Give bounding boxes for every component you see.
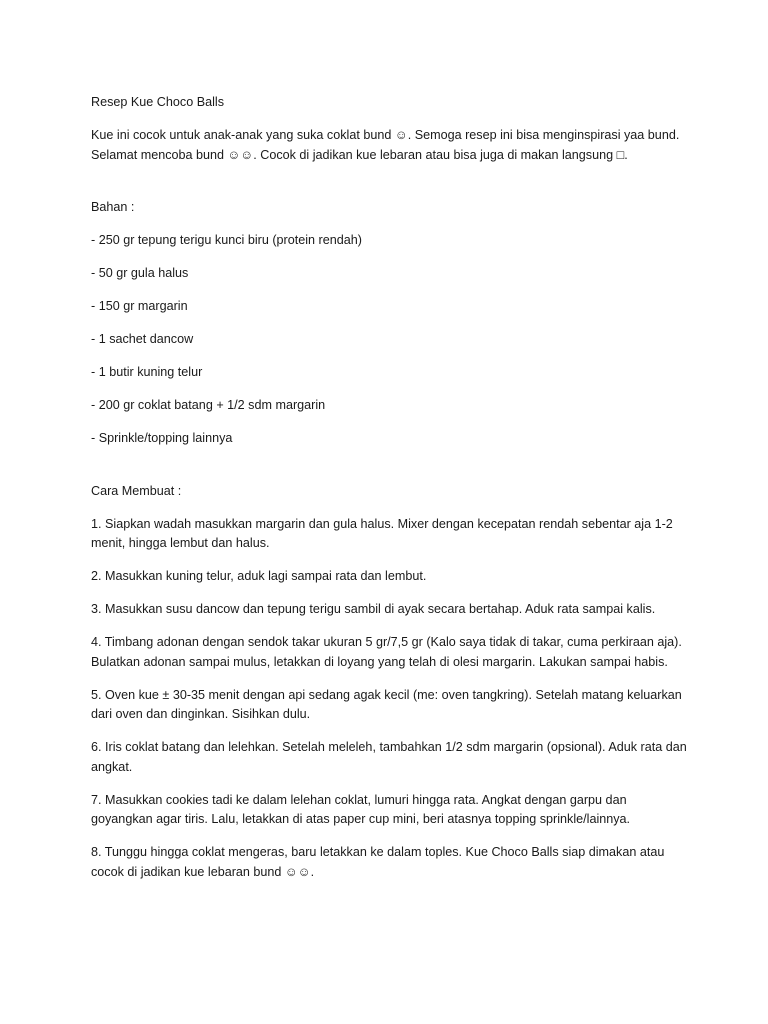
step-item: 1. Siapkan wadah masukkan margarin dan gula halus. Mixer dengan kecepatan rendah sebentar aja 1-2 menit, hingga lembut dan halus. [91,516,673,550]
recipe-title: Resep Kue Choco Balls [91,95,225,109]
step-item: 5. Oven kue ± 30-35 menit dengan api sedang agak kecil (me: oven tangkring). Setelah matang keluarkan dari oven dan dinginkan. Sisihkan dulu. [91,687,682,721]
ingredient-item: - 250 gr tepung terigu kunci biru (protein rendah) [91,233,362,247]
spacer [91,179,691,199]
step-item: 4. Timbang adonan dengan sendok takar ukuran 5 gr/7,5 gr (Kalo saya tidak di takar, cuma perkiraan aja). Bulatkan adonan sampai mulus, letakkan di loyang yang telah di olesi margarin. Lakukan sampai habis. [91,635,682,669]
ingredient-item: - 150 gr margarin [91,299,188,313]
step-item: 8. Tunggu hingga coklat mengeras, baru letakkan ke dalam toples. Kue Choco Balls siap dimakan atau cocok di jadikan kue lebaran bund ☺☺. [91,845,665,879]
intro-paragraph: Kue ini cocok untuk anak-anak yang suka coklat bund ☺. Semoga resep ini bisa menginspirasi yaa bund. Selamat mencoba bund ☺☺. Cocok di jadikan kue lebaran atau bisa juga di makan langsung □. [91,128,680,162]
step-item: 6. Iris coklat batang dan lelehkan. Setelah meleleh, tambahkan 1/2 sdm margarin (opsional). Aduk rata dan angkat. [91,740,687,774]
spacer [91,462,691,482]
ingredient-item: - Sprinkle/topping lainnya [91,431,233,445]
ingredient-item: - 1 sachet dancow [91,332,194,346]
step-item: 7. Masukkan cookies tadi ke dalam lelehan coklat, lumuri hingga rata. Angkat dengan garpu dan goyangkan agar tiris. Lalu, letakkan di atas paper cup mini, beri atasnya topping sprinkle/lainnya. [91,792,631,826]
ingredient-item: - 200 gr coklat batang + 1/2 sdm margarin [91,398,326,412]
bahan-heading: Bahan : [91,200,135,214]
document-page [91,93,691,896]
cara-heading: Cara Membuat : [91,483,182,498]
ingredient-item: - 1 butir kuning telur [91,365,203,379]
step-item: 2. Masukkan kuning telur, aduk lagi sampai rata dan lembut. [91,569,427,583]
ingredient-item: - 50 gr gula halus [91,266,189,280]
step-item: 3. Masukkan susu dancow dan tepung terigu sambil di ayak secara bertahap. Aduk rata sampai kalis. [91,602,656,616]
